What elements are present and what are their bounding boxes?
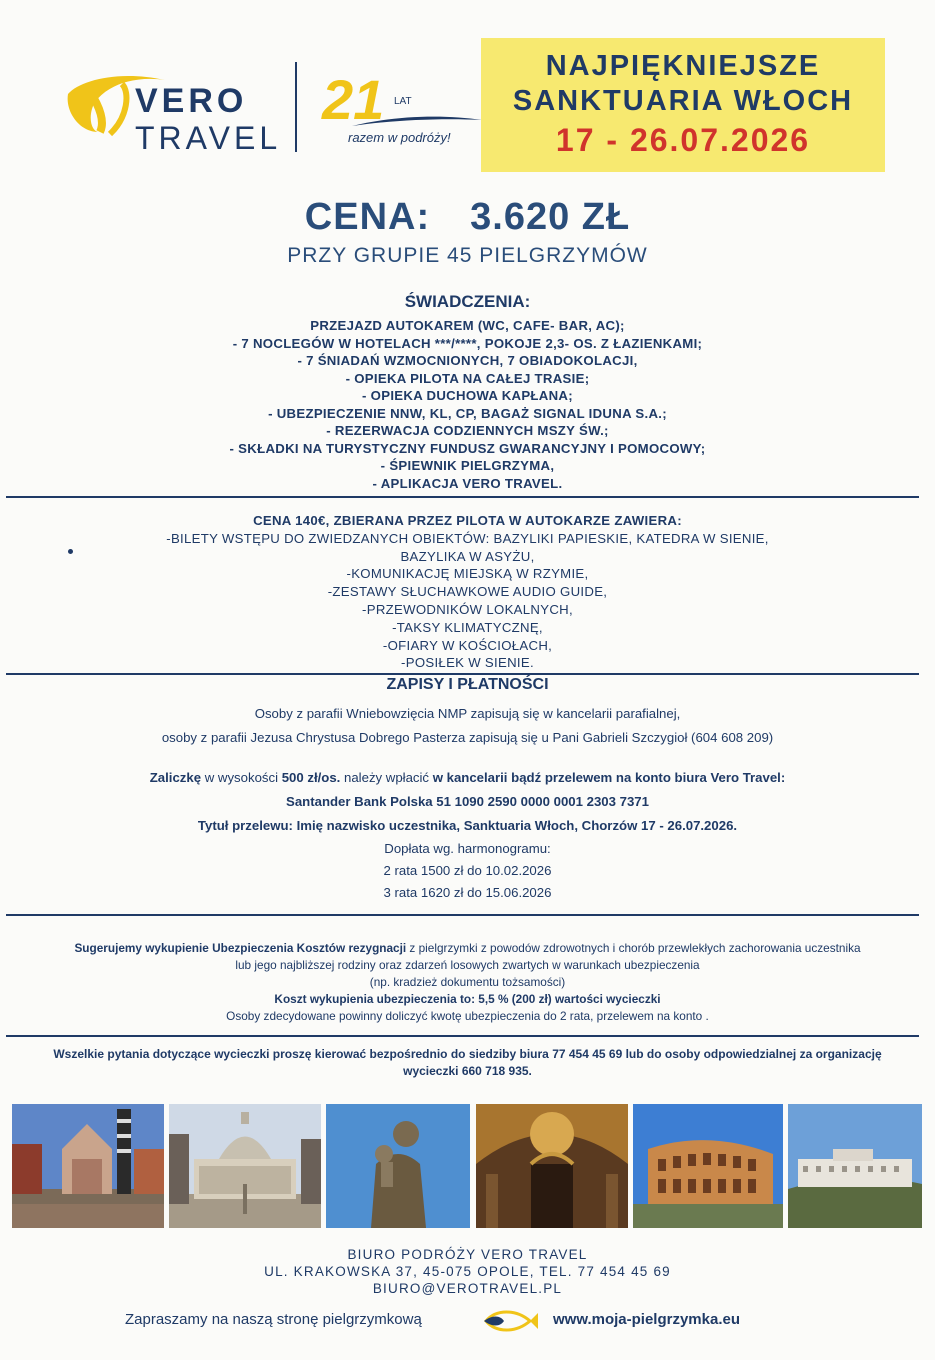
price-group-note: PRZY GRUPIE 45 PIELGRZYMÓW [287,244,648,267]
registration-info [0,702,935,750]
trip-title-box [481,38,885,172]
office-address [0,1246,935,1297]
insurance-line1 [0,940,935,957]
photo-st-peters-basilica [169,1104,321,1228]
rate-3: 3 rata 1620 zł do 15.06.2026 [383,885,552,900]
deposit-where: w kancelarii bądź przelewem na konto biura Vero Travel: [432,770,786,785]
insurance-info [0,940,935,1025]
fish-icon [480,1309,540,1333]
photo-st-anthony-statue [326,1104,470,1228]
list-item: -POSIŁEK W SIENIE. [401,655,534,671]
registration-title: ZAPISY I PŁATNOŚCI [386,676,549,693]
anniversary-slogan: razem w podróży! [348,130,451,145]
extra-fees-title: CENA 140€, ZBIERANA PRZEZ PILOTA W AUTOKARZE ZAWIERA: [253,513,682,528]
website-invite [125,1309,825,1333]
benefits-list [0,317,935,492]
questions-line2: wycieczki 660 718 935. [403,1064,532,1078]
list-item: BAZYLIKA W ASYŻU, [400,548,535,564]
vero-travel-logo [60,62,480,162]
schedule-title: Dopłata wg. harmonogramu: [384,841,551,856]
section-divider [6,1035,919,1037]
insurance-line2: lub jego najbliższej rodziny oraz zdarzeń losowych zwartych w warunkach ubezpieczenia [235,958,700,972]
deposit-text: w wysokości [201,770,282,785]
list-item: PRZEJAZD AUTOKAREM (WC, CAFE- BAR, AC); [310,318,625,333]
list-item: - 7 NOCLEGÓW W HOTELACH ***/****, POKOJE 2,3- OS. Z ŁAZIENKAMI; [232,335,703,351]
list-item: -BILETY WSTĘPU DO ZWIEDZANYCH OBIEKTÓW: BAZYLIKI PAPIESKIE, KATEDRA W SIENIE, [166,530,769,546]
office-street: UL. KRAKOWSKA 37, 45-075 OPOLE, TEL. 77 454 45 69 [264,1264,671,1279]
price-line [0,196,935,239]
price-value: 3.620 ZŁ [470,196,631,238]
office-name: BIURO PODRÓŻY VERO TRAVEL [347,1247,588,1262]
deposit-amount: 500 zł/os. [281,770,341,785]
photo-siena-cathedral [12,1104,164,1228]
list-item: -ZESTAWY SŁUCHAWKOWE AUDIO GUIDE, [327,584,608,600]
insurance-cost: Koszt wykupienia ubezpieczenia to: 5,5 % (200 zł) wartości wycieczki [274,992,661,1006]
insurance-line5: Osoby zdecydowane powinny doliczyć kwotę ubezpieczenia do 2 rata, przelewem na konto . [226,1009,709,1023]
logo-travel-text: TRAVEL [135,120,282,156]
insurance-highlight: Sugerujemy wykupienie Ubezpieczenia Kosztów rezygnacji [74,941,407,955]
price-label: CENA: [304,196,431,238]
list-item: - 7 ŚNIADAŃ WZMOCNIONYCH, 7 OBIADOKOLACJI, [297,353,638,368]
section-divider [6,673,919,675]
rate-2: 2 rata 1500 zł do 10.02.2026 [383,863,552,878]
extra-fees-list [0,512,935,672]
list-item: -OFIARY W KOŚCIOŁACH, [382,637,553,653]
deposit-line [0,766,935,790]
deposit-word: Zaliczkę [149,770,202,785]
section-divider [6,914,919,916]
photo-monte-cassino [788,1104,922,1228]
photo-colosseum [633,1104,783,1228]
logo-vero-text: VERO [135,82,248,120]
questions-line1: Wszelkie pytania dotyczące wycieczki proszę kierować bezpośrednio do siedziby biura 77 454 45 69 lub do osoby odpowiedzialnej za organizację [53,1047,882,1061]
list-item: -TAKSY KLIMATYCZNĘ, [392,619,543,635]
list-item: - SKŁADKI NA TURYSTYCZNY FUNDUSZ GWARANCYJNY I POMOCOWY; [229,440,706,456]
office-email[interactable]: BIURO@VEROTRAVEL.PL [372,1281,563,1296]
website-invite-text: Zapraszamy na naszą stronę pielgrzymkową [125,1311,422,1328]
trip-dates: 17 - 26.07.2026 [555,122,811,158]
contact-questions [0,1046,935,1080]
logo-divider [295,62,297,152]
anniversary-number: 21 [322,68,385,131]
bank-account: Santander Bank Polska 51 1090 2590 0000 0001 2303 7371 [286,794,649,809]
payment-info [0,766,935,904]
registration-line1: Osoby z parafii Wniebowzięcia NMP zapisują się w kancelarii parafialnej, [254,706,681,721]
list-item: - OPIEKA PILOTA NA CAŁEJ TRASIE; [345,370,590,386]
list-item: - APLIKACJA VERO TRAVEL. [372,475,563,491]
list-item: - OPIEKA DUCHOWA KAPŁANA; [362,388,573,403]
trip-title-line2: SANKTUARIA WŁOCH [512,85,854,117]
website-link[interactable]: www.moja-pielgrzymka.eu [553,1311,740,1328]
insurance-text: z pielgrzymki z powodów zdrowotnych i chorób przewlekłych zachorowania uczestnika [406,941,861,955]
list-item: - UBEZPIECZENIE NNW, KL, CP, BAGAŻ SIGNAL IDUNA S.A.; [268,405,667,421]
list-item: -KOMUNIKACJĘ MIEJSKĄ W RZYMIE, [346,566,589,582]
list-item: - REZERWACJA CODZIENNYCH MSZY ŚW.; [326,423,609,438]
benefits-title: ŚWIADCZENIA: [404,292,531,311]
anniversary-swoosh-icon [352,114,482,128]
photo-strip [12,1104,922,1228]
deposit-text: należy wpłacić [340,770,433,785]
trip-title-line1: NAJPIĘKNIEJSZE [545,50,821,82]
anniversary-badge [322,68,482,152]
registration-line2: osoby z parafii Jezusa Chrystusa Dobrego Pasterza zapisują się u Pani Gabrieli Szczygioł (604 608 209) [161,730,774,745]
insurance-line3: (np. kradzież dokumentu tożsamości) [369,975,566,989]
list-item: -PRZEWODNIKÓW LOKALNYCH, [362,601,573,617]
photo-basilica-interior [476,1104,628,1228]
list-item: - ŚPIEWNIK PIELGRZYMA, [380,458,555,473]
section-divider [6,496,919,498]
anniversary-suffix: LAT [394,96,412,107]
transfer-title: Tytuł przelewu: Imię nazwisko uczestnika, Sanktuaria Włoch, Chorzów 17 - 26.07.2026. [197,818,738,833]
